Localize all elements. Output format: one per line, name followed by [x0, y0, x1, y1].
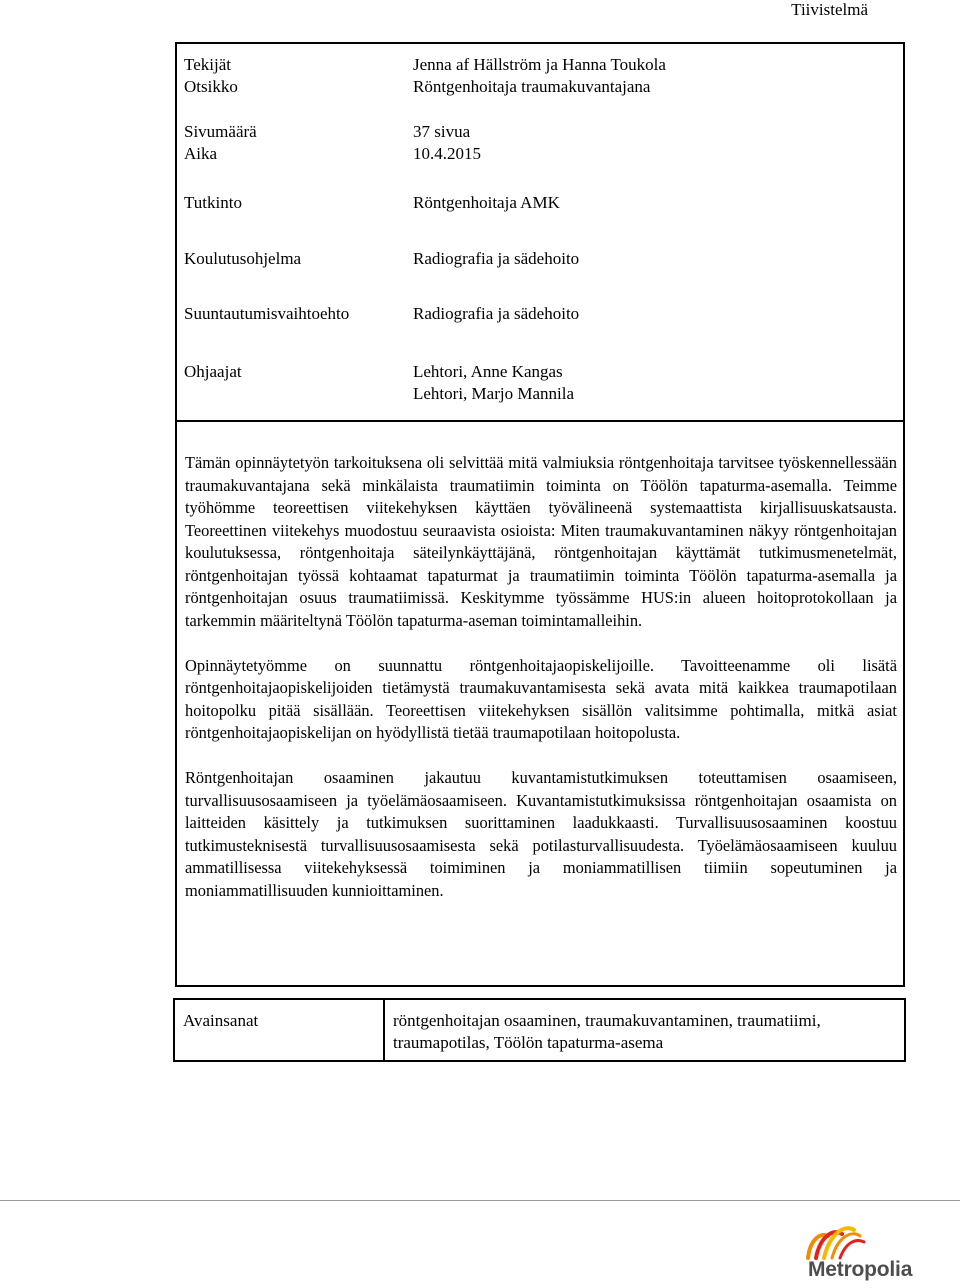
- keywords-label: Avainsanat: [183, 1011, 259, 1030]
- supervisor-2: Lehtori, Marjo Mannila: [413, 384, 574, 403]
- abstract-paragraph-1: Tämän opinnäytetyön tarkoituksena oli selvittää mitä valmiuksia röntgenhoitaja tarvitsee työskennellessään traumakuvantajana sekä minkälaista traumatiimin toiminta on Töölön tapaturma-asemalla. Teimme työhömme teoreettisen viitekehyksen käyttäen työvälineenä systemaattista kirjallisuuskatsausta. Teoreettinen viitekehys muodostuu seuraavista osioista: Miten traumakuvantaminen näkyy röntgenhoitajan koulutuksessa, röntgenhoitaja säteilynkäyttäjänä, röntgenhoitajan käyttämät tutkimusmenetelmät, röntgenhoitajan työssä kohtaamat tapaturmat ja traumatiimin toiminta Töölön tapaturma-asemalla ja röntgenhoitajan osuus traumatiimissä. Keskitymme työssämme HUS:in alueen hoitoprotokollaan ja tarkemmin määriteltynä Töölön tapaturma-aseman toimintamalleihin.: [185, 453, 897, 630]
- footer-rule: [0, 1200, 960, 1201]
- programme-value: Radiografia ja sädehoito: [413, 249, 580, 268]
- keywords-value: röntgenhoitajan osaaminen, traumakuvantaminen, traumatiimi, traumapotilas, Töölön tapaturma-asema: [393, 1011, 821, 1052]
- specialisation-value: Radiografia ja sädehoito: [413, 304, 580, 323]
- degree-value: Röntgenhoitaja AMK: [413, 193, 560, 212]
- keywords-table: [173, 998, 906, 1062]
- document-type-title: Tiivistelmä: [791, 0, 868, 19]
- programme-label: Koulutusohjelma: [184, 249, 302, 268]
- keywords-divider: [383, 1000, 385, 1060]
- title-label: Otsikko: [184, 77, 238, 96]
- specialisation-label: Suuntautumisvaihtoehto: [184, 304, 350, 323]
- metropolia-logo-text: Metropolia: [808, 1258, 913, 1281]
- abstract-text: [185, 452, 897, 925]
- supervisors-label: Ohjaajat: [184, 362, 242, 381]
- supervisor-1: Lehtori, Anne Kangas: [413, 362, 563, 381]
- abstract-paragraph-2: Opinnäytetyömme on suunnattu röntgenhoitajaopiskelijoille. Tavoitteenamme oli lisätä röntgenhoitajaopiskelijoiden tietämystä traumakuvantamisesta sekä avata mitä kaikkea traumapotilaan hoitopolku pitää sisällään. Teoreettisen viitekehyksen sisällön valitsimme pohtimalla, mitkä asiat röntgenhoitajaopiskelijan on hyödyllistä tietää traumapotilaan hoitopolusta.: [185, 655, 897, 742]
- metadata-table: [175, 42, 905, 422]
- title-value: Röntgenhoitaja traumakuvantajana: [413, 77, 651, 96]
- authors-value: Jenna af Hällström ja Hanna Toukola: [413, 55, 666, 74]
- pages-value: 37 sivua: [413, 122, 471, 141]
- pages-label: Sivumäärä: [184, 122, 257, 141]
- abstract-paragraph-3: Röntgenhoitajan osaaminen jakautuu kuvantamistutkimuksen toteuttamisen osaamiseen, turvallisuusosaamiseen ja työelämäosaamiseen. Kuvantamistutkimuksissa röntgenhoitajan osaamista on laitteiden käsittely ja tutkimuksen suorittaminen laadukkaasti. Turvallisuusosaaminen koostuu tutkimusteknisestä turvallisuusosaamisesta sekä potilasturvallisuudesta. Työelämäosaamiseen kuuluu ammatillisessa viitekehyksessä toimiminen ja moniammatillisen tiimiin sopeutuminen ja moniammatillisuuden kunnioittaminen.: [185, 768, 897, 900]
- authors-label: Tekijät: [184, 55, 231, 74]
- date-value: 10.4.2015: [413, 144, 481, 163]
- date-label: Aika: [184, 144, 218, 163]
- abstract-section: [175, 422, 905, 987]
- degree-label: Tutkinto: [184, 193, 242, 212]
